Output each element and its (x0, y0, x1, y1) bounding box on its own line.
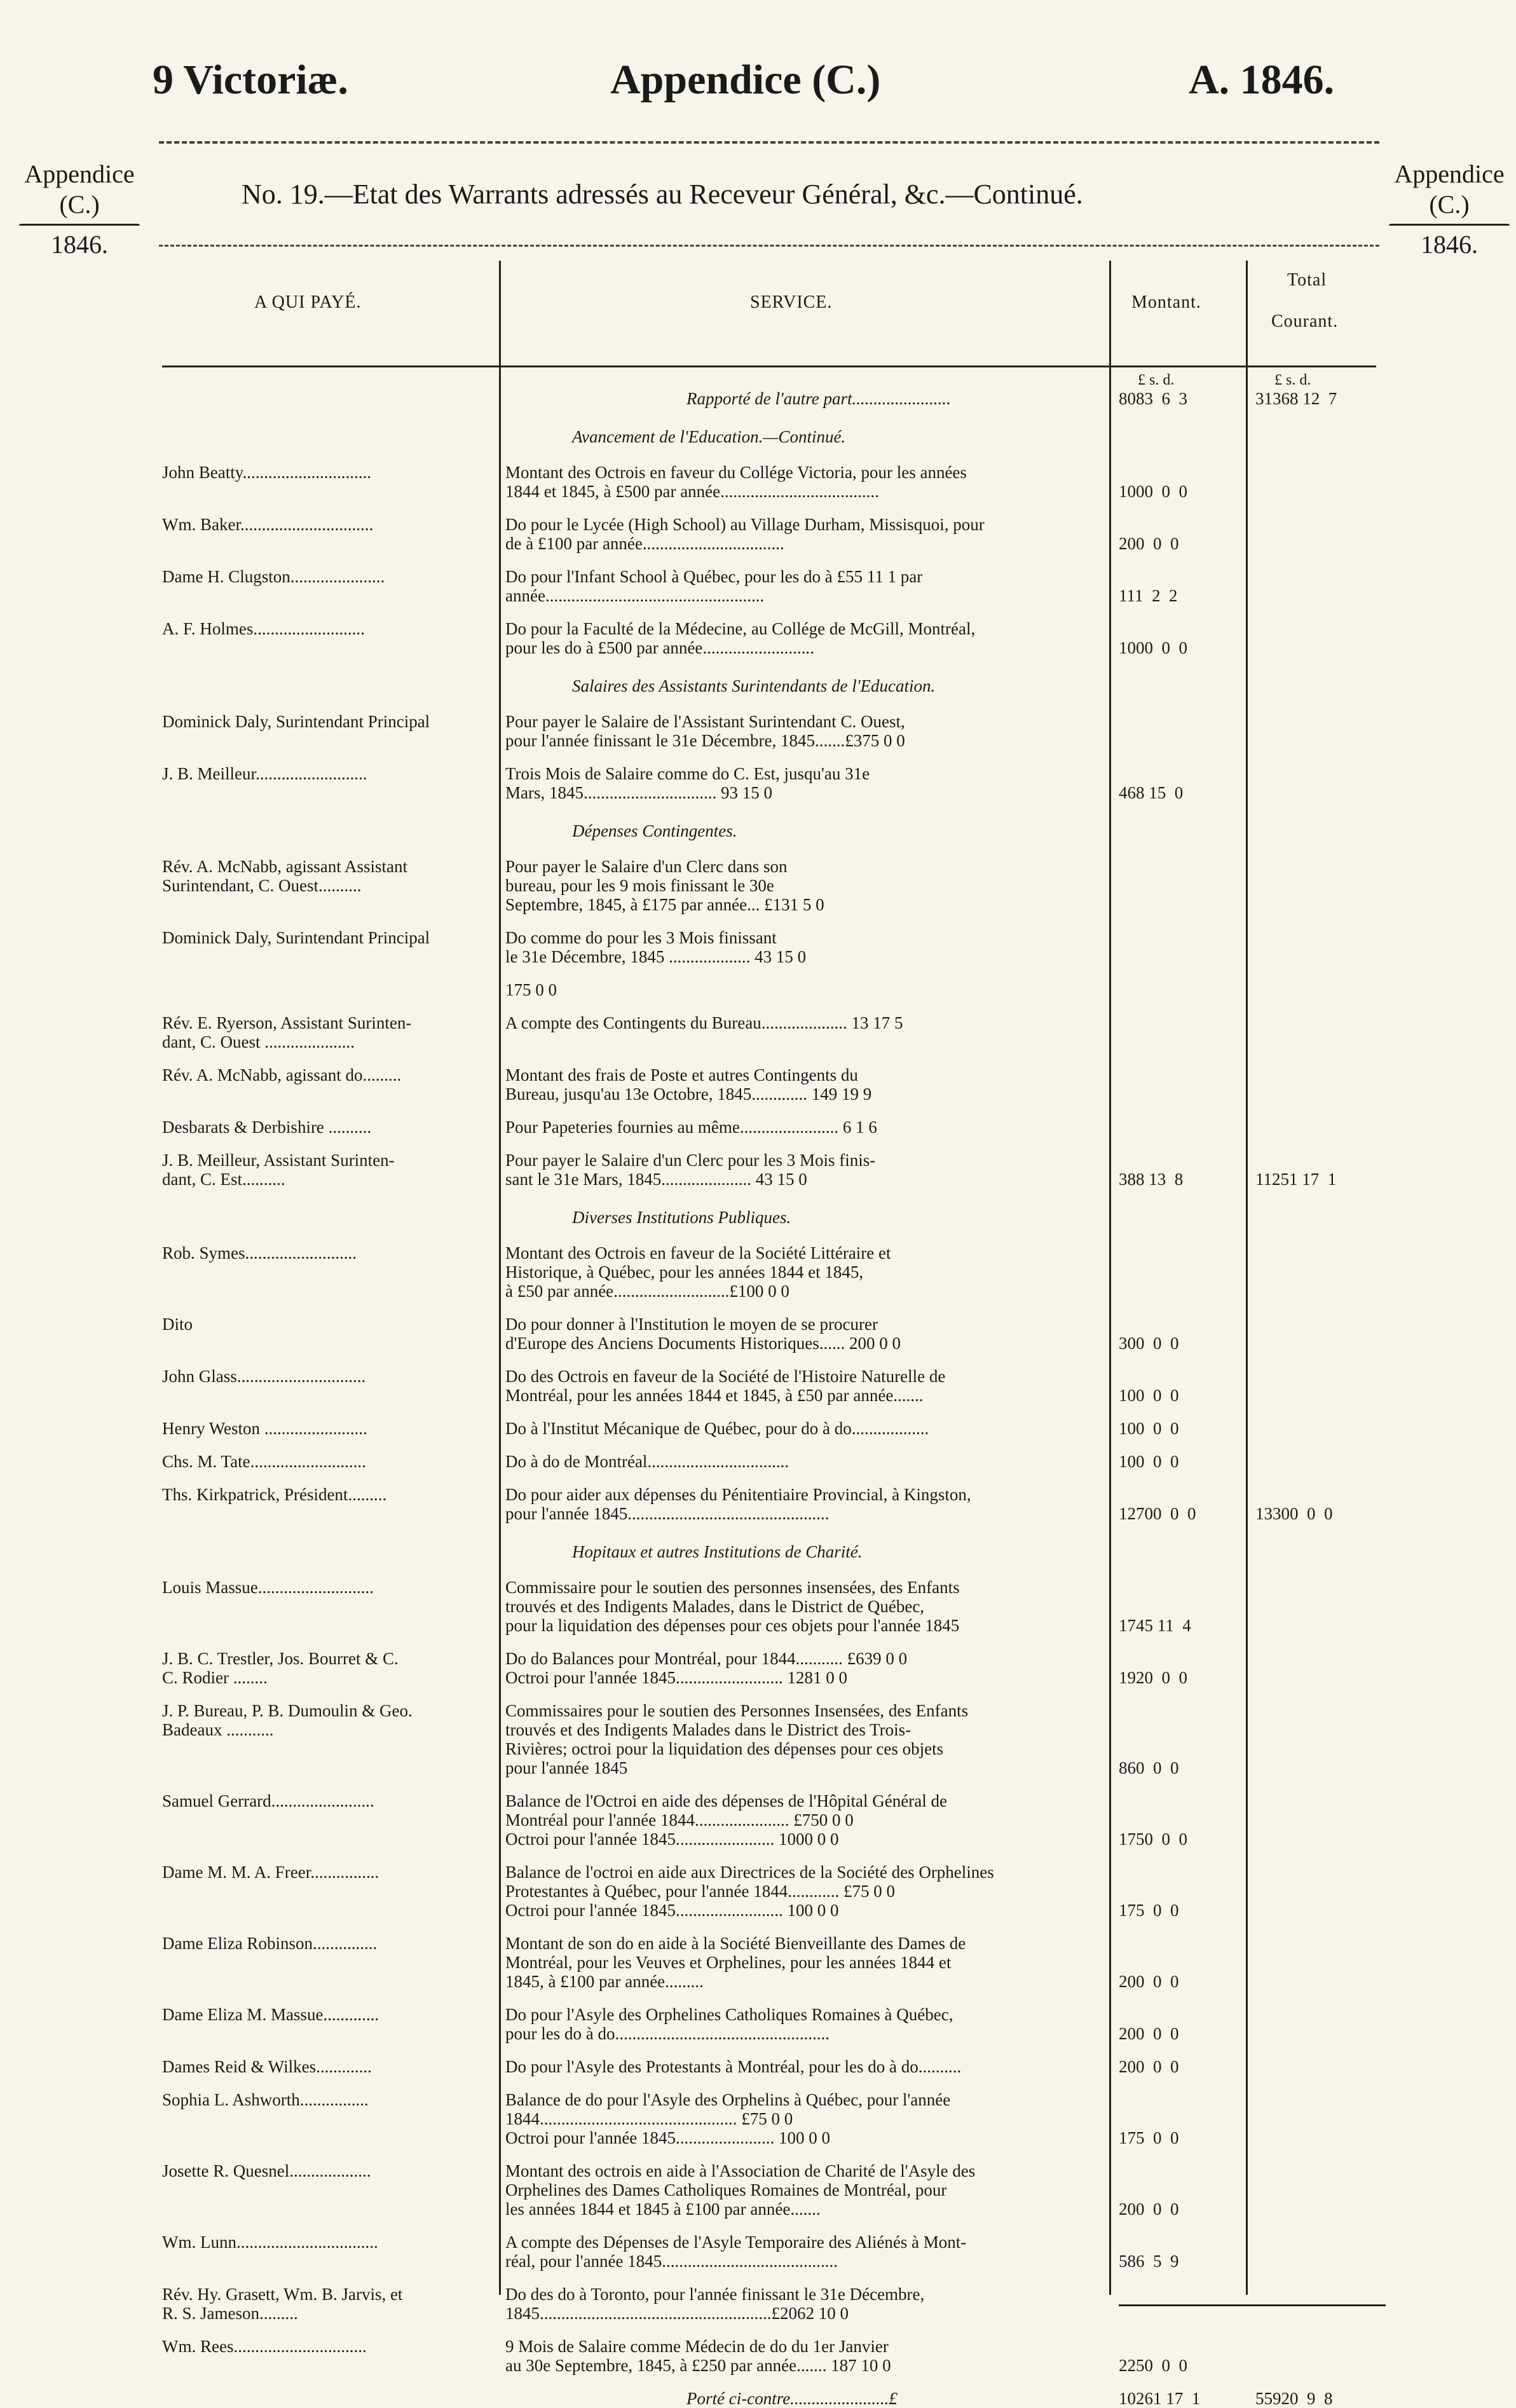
row-montant: 468 15 0 (1119, 783, 1184, 802)
row-service: Do pour l'Asyle des Protestants à Montréal, pour les do à do.......... (505, 2057, 962, 2076)
row-service: Porté ci-contre.......................£ (686, 2389, 898, 2408)
row-service: Do des Octrois en faveur de la Société de l'Histoire Naturelle de Montréal, pour les années 1844 et 1845, à £50 par année....... (505, 1367, 946, 1405)
row-payee: A. F. Holmes.......................... (162, 619, 365, 638)
row-payee: Dame Eliza M. Massue............. (162, 2005, 379, 2024)
row-montant: 111 2 2 (1119, 586, 1178, 605)
row-service: Commissaires pour le soutien des Personnes Insensées, des Enfants trouvés et des Indigents Malades dans le District des Trois- Rivières; octroi pour la liquidation des dépenses pour ces objets pour l'année 1845 (505, 1701, 969, 1777)
row-payee: Dame H. Clugston...................... (162, 567, 385, 586)
row-payee: Samuel Gerrard........................ (162, 1791, 374, 1810)
row-payee: Sophia L. Ashworth................ (162, 2090, 369, 2109)
row-total: 31368 12 7 (1255, 389, 1337, 408)
row-montant: 1000 0 0 (1119, 638, 1187, 657)
row-payee: Desbarats & Derbishire .......... (162, 1118, 372, 1137)
row-montant: 860 0 0 (1119, 1758, 1179, 1777)
row-service: Balance de l'Octroi en aide des dépenses de l'Hôpital Général de Montréal pour l'année 1844...................... £750 0 0 Octroi pour l'année 1845....................... 1000 0 0 (505, 1791, 947, 1849)
row-montant: 175 0 0 (1119, 1901, 1179, 1920)
row-montant: 12700 0 0 (1119, 1504, 1196, 1523)
column-header-total-2: Courant. (1271, 311, 1339, 331)
row-payee: Wm. Rees............................... (162, 2337, 367, 2356)
row-payee: Dames Reid & Wilkes............. (162, 2057, 372, 2076)
side-label-right (1383, 159, 1516, 260)
row-service: 9 Mois de Salaire comme Médecin de do du 1er Janvier au 30e Septembre, 1845, à £250 par année....... 187 10 0 (505, 2337, 891, 2375)
row-service: Commissaire pour le soutien des personnes insensées, des Enfants trouvés et des Indigents Malades, dans le District de Québec, pour la liquidation des dépenses pour ces objets pour l'année 1845 (505, 1578, 960, 1635)
row-service: Do comme do pour les 3 Mois finissant le 31e Décembre, 1845 ................... 43 15 0 (505, 928, 807, 966)
row-service: Do à l'Institut Mécanique de Québec, pour do à do.................. (505, 1419, 929, 1438)
row-payee: Dito (162, 1315, 193, 1334)
column-header-payee: A QUI PAYÉ. (254, 292, 362, 312)
row-payee: John Beatty.............................. (162, 463, 371, 482)
row-total: 55920 9 8 (1255, 2389, 1333, 2408)
header-right: A. 1846. (1189, 57, 1335, 103)
side-right-year: 1846. (1421, 230, 1478, 259)
row-payee: Rév. E. Ryerson, Assistant Surinten- dant, C. Ouest ..................... (162, 1013, 412, 1051)
row-service: Montant des Octrois en faveur du Collége Victoria, pour les années 1844 et 1845, à £500 par année..................................... (505, 463, 967, 501)
row-service: Do pour donner à l'Institution le moyen de se procurer d'Europe des Anciens Documents Historiques...... 200 0 0 (505, 1315, 901, 1353)
column-header-total-1: Total (1287, 270, 1327, 290)
side-right-line2: (C.) (1429, 190, 1470, 219)
section-heading: Salaires des Assistants Surintendants de l'Education. (572, 676, 936, 695)
row-montant: 200 0 0 (1119, 534, 1179, 553)
row-montant: 1750 0 0 (1119, 1830, 1187, 1849)
row-payee: Chs. M. Tate........................... (162, 1452, 366, 1471)
row-payee: Dominick Daly, Surintendant Principal (162, 712, 430, 731)
section-heading: Hopitaux et autres Institutions de Charité. (572, 1542, 863, 1561)
row-montant: 200 0 0 (1119, 1972, 1179, 1991)
column-header-montant: Montant. (1131, 292, 1201, 312)
row-service: Balance de do pour l'Asyle des Orphelins à Québec, pour l'année 1844.............................................. £75 0 0 Octroi pour l'année 1845....................... 100 0 0 (505, 2090, 951, 2147)
row-payee: Rév. A. McNabb, agissant do......... (162, 1065, 402, 1084)
row-service: Do pour l'Infant School à Québec, pour les do à £55 11 1 par année................................................... (505, 567, 923, 605)
row-service: Rapporté de l'autre part....................... (686, 389, 951, 408)
rule-montant-total (1246, 261, 1248, 2295)
row-montant: 200 0 0 (1119, 2024, 1179, 2043)
row-service: 175 0 0 (505, 980, 557, 999)
row-payee: Rév. Hy. Grasett, Wm. B. Jarvis, et R. S. Jameson......... (162, 2285, 403, 2323)
row-payee: J. B. C. Trestler, Jos. Bourret & C. C. Rodier ........ (162, 1649, 399, 1687)
row-service: Do pour l'Asyle des Orphelines Catholiques Romaines à Québec, pour les do à do.................................................. (505, 2005, 953, 2043)
row-payee: Henry Weston ........................ (162, 1419, 367, 1438)
total-lsd: £ s. d. (1274, 372, 1311, 388)
title-rule (159, 245, 1379, 247)
row-payee: Dame Eliza Robinson............... (162, 1934, 378, 1953)
row-montant: 100 0 0 (1119, 1419, 1179, 1438)
row-montant: 586 5 9 (1119, 2252, 1179, 2271)
row-payee: Dame M. M. A. Freer................ (162, 1863, 379, 1882)
side-right-line1: Appendice (1394, 160, 1505, 188)
row-montant: 10261 17 1 (1119, 2389, 1201, 2408)
row-montant: 2250 0 0 (1119, 2356, 1187, 2375)
row-payee: Rév. A. McNabb, agissant Assistant Surintendant, C. Ouest.......... (162, 857, 407, 895)
row-payee: Josette R. Quesnel................... (162, 2161, 371, 2180)
row-service: Do à do de Montréal................................. (505, 1452, 789, 1471)
row-montant: 1920 0 0 (1119, 1668, 1187, 1687)
row-payee: Louis Massue........................... (162, 1578, 374, 1597)
side-label-left (13, 159, 146, 260)
row-service: Do do Balances pour Montréal, pour 1844........... £639 0 0 Octroi pour l'année 1845......................... 1281 0 0 (505, 1649, 908, 1687)
section-heading: Diverses Institutions Publiques. (572, 1208, 791, 1227)
column-header-service: SERVICE. (750, 292, 833, 312)
row-montant: 300 0 0 (1119, 1334, 1179, 1353)
row-service: Pour payer le Salaire d'un Clerc pour les 3 Mois finis- sant le 31e Mars, 1845..................... 43 15 0 (505, 1151, 876, 1189)
header-left: 9 Victoriæ. (153, 57, 348, 103)
row-service: Pour Papeteries fournies au même....................... 6 1 6 (505, 1118, 877, 1137)
row-montant: 1000 0 0 (1119, 482, 1187, 501)
row-montant: 175 0 0 (1119, 2128, 1179, 2147)
footer-rule (1119, 2304, 1386, 2306)
row-service: Pour payer le Salaire de l'Assistant Surintendant C. Ouest, pour l'année finissant le 31e Décembre, 1845.......£375 0 0 (505, 712, 905, 750)
row-service: Do pour aider aux dépenses du Pénitentiaire Provincial, à Kingston, pour l'année 1845............................................... (505, 1485, 971, 1523)
row-montant: 200 0 0 (1119, 2057, 1179, 2076)
side-left-line1: Appendice (24, 160, 135, 188)
section-heading: Avancement de l'Education.—Continué. (572, 427, 846, 446)
row-payee: Wm. Lunn................................. (162, 2233, 378, 2252)
row-service: Do pour la Faculté de la Médecine, au Collége de McGill, Montréal, pour les do à £500 par année.......................... (505, 619, 976, 657)
row-service: Montant de son do en aide à la Société Bienveillante des Dames de Montréal, pour les Veuves et Orphelines, pour les années 1844 et 1845, à £100 par année......... (505, 1934, 966, 1991)
row-payee: Rob. Symes.......................... (162, 1243, 357, 1262)
row-montant: 100 0 0 (1119, 1452, 1179, 1471)
row-service: Do des do à Toronto, pour l'année finissant le 31e Décembre, 1845......................................................£2062 10 0 (505, 2285, 925, 2323)
row-service: A compte des Contingents du Bureau.................... 13 17 5 (505, 1013, 903, 1032)
header-rule (159, 141, 1379, 144)
side-left-line2: (C.) (59, 190, 100, 219)
side-left-year: 1846. (51, 230, 108, 259)
row-payee: Dominick Daly, Surintendant Principal (162, 928, 430, 947)
row-montant: 388 13 8 (1119, 1170, 1184, 1189)
row-montant: 1745 11 4 (1119, 1616, 1191, 1635)
row-service: A compte des Dépenses de l'Asyle Temporaire des Aliénés à Mont- réal, pour l'année 1845......................................... (505, 2233, 967, 2271)
row-service: Do pour le Lycée (High School) au Village Durham, Missisquoi, pour de à £100 par année................................. (505, 515, 985, 553)
row-service: Montant des frais de Poste et autres Contingents du Bureau, jusqu'au 13e Octobre, 1845............. 149 19 9 (505, 1065, 872, 1104)
row-payee: J. B. Meilleur.......................... (162, 764, 367, 783)
row-total: 11251 17 1 (1255, 1170, 1337, 1189)
row-total: 13300 0 0 (1255, 1504, 1333, 1523)
row-payee: J. B. Meilleur, Assistant Surinten- dant, C. Est.......... (162, 1151, 395, 1189)
row-payee: John Glass.............................. (162, 1367, 366, 1386)
row-montant: 200 0 0 (1119, 2199, 1179, 2219)
row-service: Balance de l'octroi en aide aux Directrices de la Société des Orphelines Protestantes à Québec, pour l'année 1844............ £75 0 0 Octroi pour l'année 1845......................... 100 0 0 (505, 1863, 994, 1920)
row-montant: 8083 6 3 (1119, 389, 1187, 408)
rule-payee-service (499, 261, 501, 2295)
header-center: Appendice (C.) (610, 57, 881, 103)
row-payee: Ths. Kirkpatrick, Président......... (162, 1485, 387, 1504)
section-heading: Dépenses Contingentes. (572, 821, 737, 840)
header-underline (162, 366, 1376, 367)
page-title: No. 19.—Etat des Warrants adressés au Receveur Général, &c.—Continué. (242, 179, 1083, 210)
row-service: Trois Mois de Salaire comme do C. Est, jusqu'au 31e Mars, 1845............................... 93 15 0 (505, 764, 870, 802)
row-payee: J. P. Bureau, P. B. Dumoulin & Geo. Badeaux ........... (162, 1701, 413, 1739)
row-payee: Wm. Baker............................... (162, 515, 374, 534)
row-service: Pour payer le Salaire d'un Clerc dans son bureau, pour les 9 mois finissant le 30e Septembre, 1845, à £175 par année... £131 5 0 (505, 857, 824, 914)
row-service: Montant des Octrois en faveur de la Société Littéraire et Historique, à Québec, pour les années 1844 et 1845, à £50 par année...........................£100 0 0 (505, 1243, 891, 1301)
row-montant: 100 0 0 (1119, 1386, 1179, 1405)
row-service: Montant des octrois en aide à l'Association de Charité de l'Asyle des Orphelines des Dames Catholiques Romaines de Montréal, pour les années 1844 et 1845 à £100 par année....... (505, 2161, 976, 2219)
montant-lsd: £ s. d. (1138, 372, 1175, 388)
